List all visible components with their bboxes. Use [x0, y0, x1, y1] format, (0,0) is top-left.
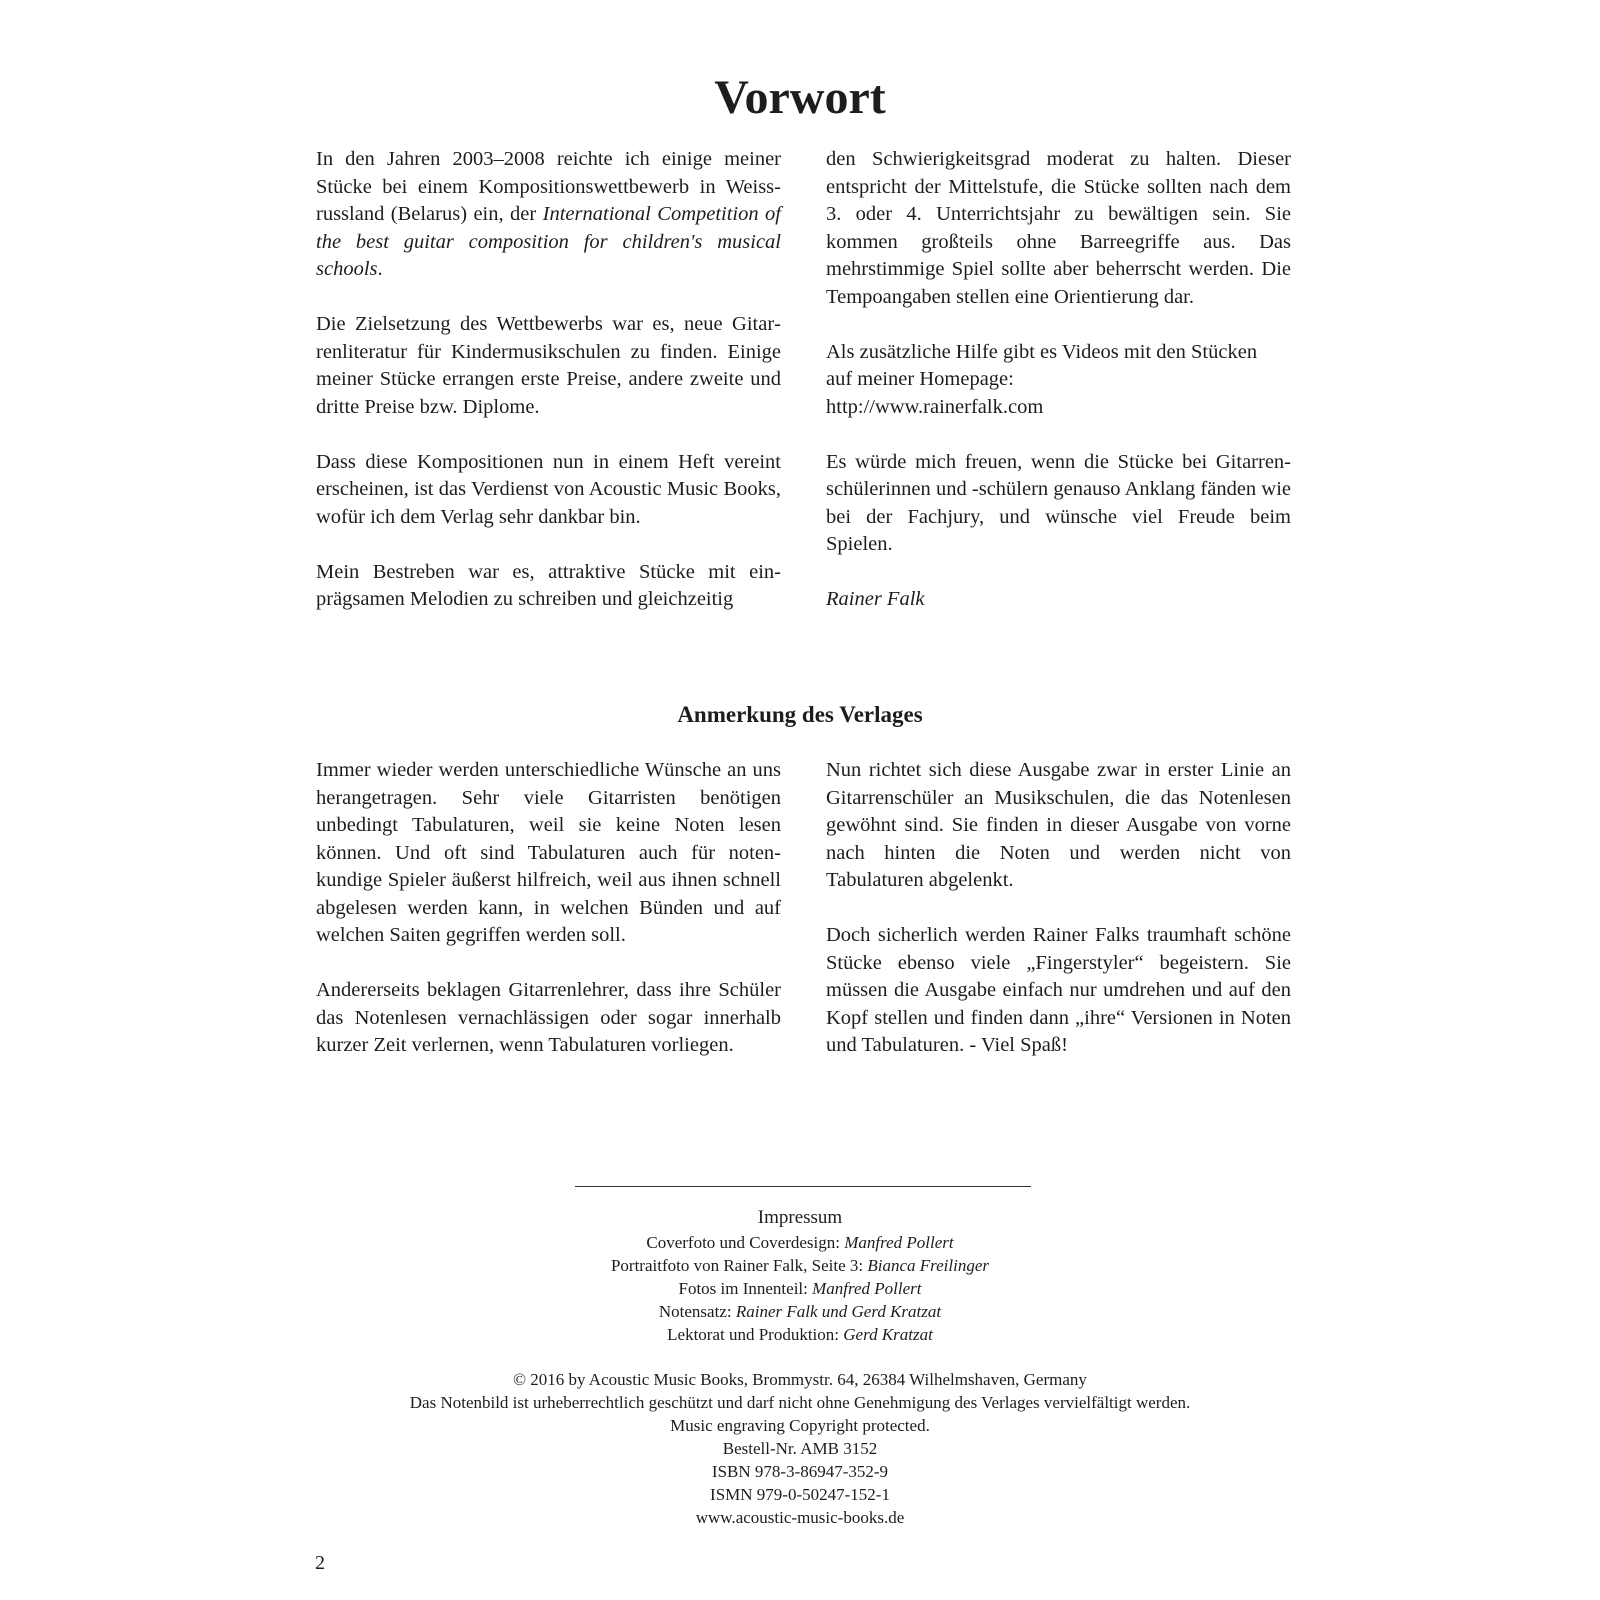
impressum-line [0, 1231, 1600, 1254]
vorwort-p1-end: . [377, 258, 383, 280]
vorwort-paragraph: Dass diese Kompositionen nun in einem Heft vereint erscheinen, ist das Verdienst von Acoustic Music Books, wofür ich dem Verlag sehr dankbar bin. [316, 450, 781, 528]
vorwort-left-column [316, 146, 781, 614]
copyright-line: © 2016 by Acoustic Music Books, Brommystr. 64, 26384 Wilhelmshaven, Germany [513, 1370, 1087, 1389]
ismn: ISMN 979-0-50247-152-1 [710, 1485, 890, 1504]
verlag-paragraph: Doch sicherlich werden Rainer Falks traumhaft schöne Stücke ebenso viele „Fingerstyler“ begeistern. Sie müssen die Ausgabe einfach nur umdrehen und auf den Kopf stellen und finden dann „ihre“ Versionen in Noten und Tabulaturen. - Viel Spaß! [826, 924, 1291, 1056]
vorwort-paragraph: Es würde mich freuen, wenn die Stücke bei Gitarrenschülerinnen und -schülern genauso Anklang fänden wie bei der Fachjury, und wünsche viel Freude beim Spielen. [826, 450, 1291, 555]
impressum-label: Notensatz: [658, 1302, 736, 1321]
vorwort-p1-text: In den Jahren 2003–2008 reichte ich einige meiner Stücke bei einem Kompositionswettbewerb in Weissrussland (Belarus) ein, der [316, 148, 781, 225]
page-title: Vorwort [714, 71, 886, 124]
vorwort-paragraph: Die Zielsetzung des Wettbewerbs war es, neue Gitarrenliteratur für Kindermusikschulen zu finden. Einige meiner Stücke errangen erste Preise, andere zweite und dritte Preise bzw. Diplome. [316, 313, 781, 418]
isbn: ISBN 978-3-86947-352-9 [711, 1462, 889, 1481]
impressum-label: Portraitfoto von Rainer Falk, Seite 3: [610, 1256, 868, 1275]
impressum-line [0, 1300, 1600, 1323]
legal-block [0, 1368, 1600, 1529]
homepage-link[interactable]: http://www.rainerfalk.com [826, 395, 1044, 418]
author-signature: Rainer Falk [826, 588, 925, 610]
publisher-website[interactable]: www.acoustic-music-books.de [695, 1508, 905, 1527]
vorwort-paragraph [826, 339, 1291, 422]
impressum-name: Bianca Freilinger [867, 1256, 990, 1275]
impressum-block [0, 1205, 1600, 1346]
impressum-title: Impressum [757, 1207, 843, 1228]
page-number: 2 [315, 1552, 325, 1574]
verlag-paragraph: Andererseits beklagen Gitarrenlehrer, dass ihre Schüler das Notenlesen vernachlässigen oder sogar innerhalb kurzer Zeit verlernen, wenn Tabulaturen vorliegen. [316, 979, 781, 1056]
impressum-name: Rainer Falk und Gerd Kratzat [735, 1302, 942, 1321]
verlag-paragraph: Nun richtet sich diese Ausgabe zwar in erster Linie an Gitarrenschüler an Musikschulen, die das Notenlesen gewöhnt sind. Sie finden in dieser Ausgabe von vorne nach hinten die Noten und werden nicht von Tabulaturen abgelenkt. [826, 759, 1291, 891]
impressum-label: Fotos im Innenteil: [678, 1279, 813, 1298]
divider-line [575, 1186, 1031, 1187]
vorwort-paragraph: den Schwierigkeitsgrad moderat zu halten. Dieser entspricht der Mittelstufe, die Stücke sollten nach dem 3. oder 4. Unterrichtsjahr zu bewältigen sein. Sie kommen großteils ohne Barreegriffe aus. Das mehrstimmige Spiel sollte aber beherrscht werden. Die Tempoangaben stellen eine Orientierung dar. [826, 148, 1291, 308]
impressum-line [0, 1323, 1600, 1346]
vorwort-right-column [826, 146, 1291, 614]
impressum-line [0, 1277, 1600, 1300]
vorwort-paragraph: Mein Bestreben war es, attraktive Stücke mit einprägsamen Melodien zu schreiben und gleichzeitig [316, 560, 781, 610]
impressum-label: Coverfoto und Coverdesign: [646, 1233, 845, 1252]
impressum-label: Lektorat und Produktion: [667, 1325, 844, 1344]
engraving-notice: Music engraving Copyright protected. [670, 1416, 930, 1435]
impressum-name: Gerd Kratzat [843, 1325, 933, 1344]
video-hint-line2: auf meiner Homepage: [826, 368, 1014, 390]
impressum-name: Manfred Pollert [844, 1233, 954, 1252]
impressum-line [0, 1254, 1600, 1277]
copyright-notice: Das Notenbild ist urheberrechtlich geschützt und darf nicht ohne Genehmigung des Verlages vervielfältigt werden. [409, 1393, 1191, 1412]
verlag-left-column [316, 757, 781, 1060]
video-hint-line1: Als zusätzliche Hilfe gibt es Videos mit den Stücken [826, 340, 1258, 363]
competition-name: International Competition of the best guitar composition for children's musical schools [316, 203, 781, 280]
vorwort-paragraph [316, 146, 781, 284]
impressum-name: Manfred Pollert [812, 1279, 922, 1298]
verlag-right-column [826, 757, 1291, 1060]
verlag-paragraph: Immer wieder werden unterschiedliche Wünsche an uns herangetragen. Sehr viele Gitarristen benötigen unbedingt Tabulaturen, weil sie keine Noten lesen können. Und oft sind Tabulaturen auch für notenkundige Spieler äußerst hilfreich, weil aus ihnen schnell abgelesen werden kann, in welchen Bünden und auf welchen Saiten gegriffen werden soll. [316, 759, 781, 946]
order-number: Bestell-Nr. AMB 3152 [722, 1439, 878, 1458]
section-title: Anmerkung des Verlages [677, 702, 923, 727]
